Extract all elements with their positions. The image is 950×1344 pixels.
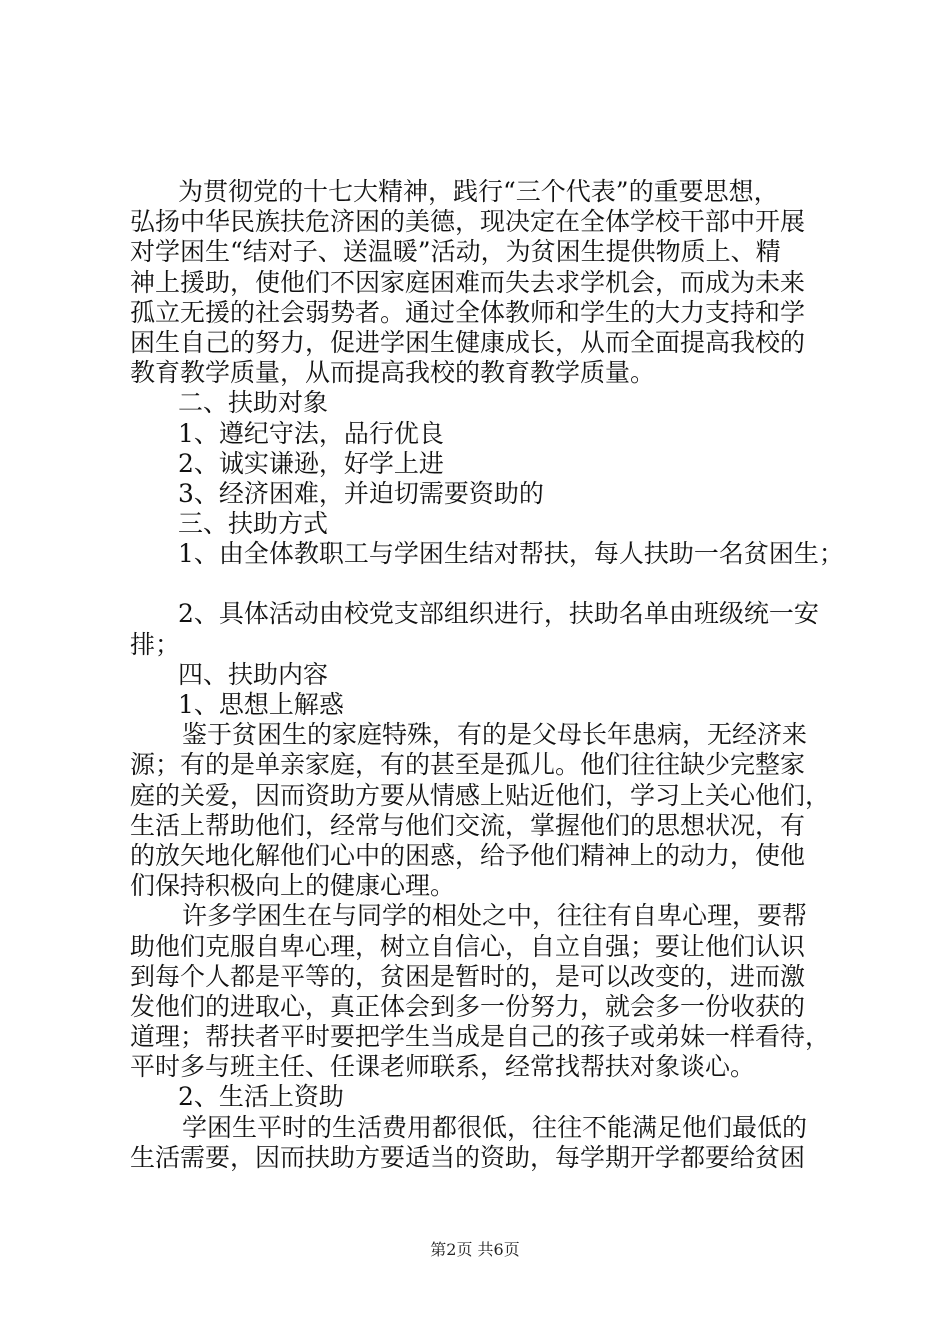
list-item: 3、经济困难，并迫切需要资助的 <box>178 478 544 508</box>
paragraph-line: 教育教学质量，从而提高我校的教育教学质量。 <box>130 358 656 388</box>
paragraph-line: 的放矢地化解他们心中的困惑，给予他们精神上的动力，使他 <box>130 840 806 870</box>
paragraph-line: 源；有的是单亲家庭，有的甚至是孤儿。他们往往缺少完整家 <box>130 750 806 780</box>
page-number-footer: 第2页 共6页 <box>430 1240 520 1259</box>
list-item: 1、由全体教职工与学困生结对帮扶，每人扶助一名贫困生； <box>178 539 844 569</box>
section-heading: 二、扶助对象 <box>178 388 329 418</box>
subsection-heading: 2、生活上资助 <box>178 1082 344 1112</box>
list-item: 2、具体活动由校党支部组织进行，扶助名单由班级统一安 <box>178 599 819 629</box>
document-body <box>130 177 850 1173</box>
section-heading: 三、扶助方式 <box>178 509 329 539</box>
blank-line <box>130 569 850 599</box>
subsection-heading: 1、思想上解惑 <box>178 690 344 719</box>
paragraph-line: 为贯彻党的十七大精神，践行“三个代表”的重要思想， <box>178 177 779 206</box>
paragraph-line: 助他们克服自卑心理，树立自信心，自立自强；要让他们认识 <box>130 931 806 961</box>
paragraph-line: 排； <box>130 629 181 659</box>
paragraph-line: 道理；帮扶者平时要把学生当成是自己的孩子或弟妹一样看待， <box>130 1022 831 1052</box>
list-item: 2、诚实谦逊，好学上进 <box>178 448 444 478</box>
paragraph-line: 神上援助，使他们不因家庭困难而失去求学机会，而成为未来 <box>130 267 806 297</box>
paragraph-line: 孤立无援的社会弱势者。通过全体教师和学生的大力支持和学 <box>130 297 806 327</box>
paragraph-line: 困生自己的努力，促进学困生健康成长，从而全面提高我校的 <box>130 327 806 357</box>
paragraph-line: 弘扬中华民族扶危济困的美德，现决定在全体学校干部中开展 <box>130 207 806 237</box>
paragraph-line: 鉴于贫困生的家庭特殊，有的是父母长年患病，无经济来 <box>182 720 808 750</box>
paragraph-line: 对学困生“结对子、送温暖”活动，为贫困生提供物质上、精 <box>130 237 781 267</box>
paragraph-line: 生活上帮助他们，经常与他们交流，掌握他们的思想状况，有 <box>130 810 806 840</box>
paragraph-line: 发他们的进取心，真正体会到多一份努力，就会多一份收获的 <box>130 991 806 1021</box>
paragraph-line: 学困生平时的生活费用都很低，往往不能满足他们最低的 <box>182 1112 808 1142</box>
paragraph-line: 生活需要，因而扶助方要适当的资助，每学期开学都要给贫困 <box>130 1142 806 1172</box>
paragraph-line: 们保持积极向上的健康心理。 <box>130 871 456 901</box>
paragraph-line: 许多学困生在与同学的相处之中，往往有自卑心理，要帮 <box>182 901 808 931</box>
list-item: 1、遵纪守法，品行优良 <box>178 418 444 448</box>
section-heading: 四、扶助内容 <box>178 659 329 689</box>
paragraph-line: 平时多与班主任、任课老师联系，经常找帮扶对象谈心。 <box>130 1052 756 1082</box>
paragraph-line: 到每个人都是平等的，贫困是暂时的，是可以改变的，进而激 <box>130 961 806 991</box>
paragraph-line: 庭的关爱，因而资助方要从情感上贴近他们，学习上关心他们， <box>130 780 831 810</box>
